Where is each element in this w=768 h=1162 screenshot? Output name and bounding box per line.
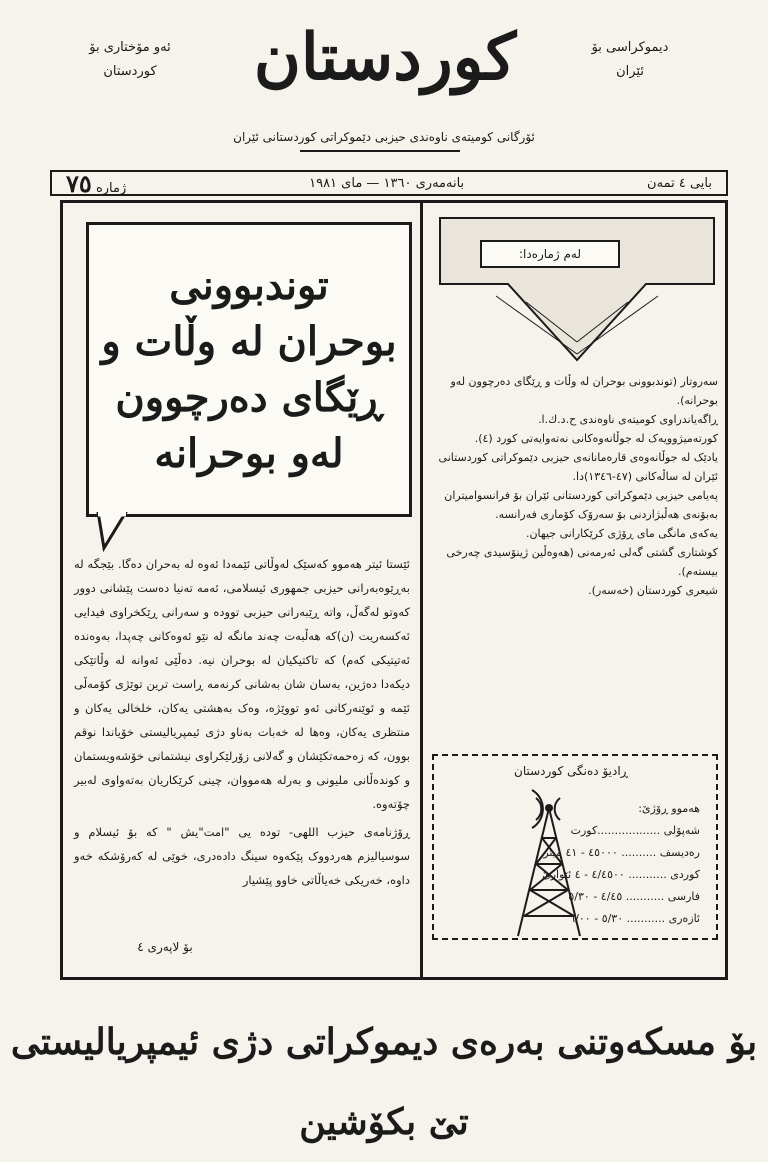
contents-item-4: یادێک لە جوڵانەوەی قارەمانانەی حیزبی دێموکراتی کوردستانی ئێران لە ساڵەکانی (٤٧-١٣٤٦)دا. xyxy=(438,451,718,483)
radio-schedule xyxy=(440,798,700,930)
radio-line-3: رەدیسف .......... ٤٥٠٠٠ - ٤١ میتر xyxy=(543,846,700,859)
article-paragraph-1: ئێستا ئیتر هەموو کەسێک لەوڵاتی ئێمەدا ئەوە لە بەحران دەگا. بێجگە لە بەڕێوەبەرانی حیزبی جمهوری ئیسلامی، ئەمە تەنیا دەست پێشانی دوور کەوتو لەگەڵ، واتە ڕێبەرانی حیزبی تووده و سەرانی ڕێکخراوی فیدایی ئەکسەریت (ن)کە هەڵبەت چەند مانگە لە نێو ئەوەکانی چەپدا، بەوەندە ئەتیتیکی کەم) کە تاکتیکیان لە بوحران نیە. دەڵێی ئەوانە لە وڵاتێکی دیکەدا دەژین، بەسان شان بەشانی کرنەمە ڕاست ترین توێژی کۆمەڵی ئێمە و ئوێنەرکانی ئەو تووێژە، وەک بەهشتی یەکان، خلخالی یەکان و منتظری یەکان، وەها لە خەبات بەناو دژی ئیمپریالیستی خۆیاندا نوقم بوون، کە زەحمەتکێشان و گەلانی زۆرلێکراوی نیشتمانی خۆشەویستمان و کوندەڵانی ملیونی و بەرلە هەمووان، چینی کرێکاریان بەتەواوی لەبیر چۆتەوە. xyxy=(74,557,410,811)
article-body xyxy=(74,552,410,892)
issue-number: ٧٥ xyxy=(66,168,92,198)
issue-number-group xyxy=(66,169,126,198)
radio-title: ڕادیۆ دەنگی کوردستان xyxy=(514,764,628,778)
speech-tail-icon xyxy=(86,512,146,552)
headline-line-2: بوحران لە وڵات و xyxy=(101,317,397,365)
masthead-title: کوردستان xyxy=(253,20,517,95)
continued-note: بۆ لاپەری ٤ xyxy=(137,940,193,954)
masthead-rule xyxy=(300,150,460,152)
radio-line-5: فارسی ........... ٤/٤٥ - ٥/٣٠ xyxy=(568,890,700,903)
issue-date: بانەمەری ١٣٦٠ — مای ١٩٨١ xyxy=(309,175,465,191)
headline-line-3: ڕێگای دەرچوون xyxy=(115,373,383,421)
contents-item-1: سەروتار (توندبوونی بوحران لە وڵات و ڕێگای دەرچوون لەو بوحرانە). xyxy=(450,375,718,407)
bottom-slogan: بۆ مسکەوتنی بەرەی دیموکراتی دژی ئیمپریالیستی تێ بکۆشین xyxy=(10,1021,758,1143)
masthead-slogan-right-line-1: دیموکراسی بۆ xyxy=(591,40,669,55)
contents-item-6: یەکەی مانگی مای ڕۆژی کرێکارانی جیهان. xyxy=(525,527,718,540)
issue-number-label: ژماره xyxy=(95,180,127,196)
contents-item-7: کوشتاری گشتی گەلی ئەرمەنی (هەوەڵین ژینۆسیدی چەرخی بیستەم). xyxy=(446,546,718,578)
contents-list xyxy=(436,372,718,600)
contents-item-2: ڕاگەیاندراوی کومیتەی ناوەندی ح.د.ك.ا. xyxy=(538,413,718,426)
contents-item-3: کورتەمیژوویەک لە جوڵانەوەکانی نەتەوایەتی کورد (٤). xyxy=(474,432,718,445)
headline-box xyxy=(86,222,412,517)
masthead-subline: ئۆرگانی کومیتەی ناوەندی حیزبی دێموکراتی کوردستانی ئێران xyxy=(233,130,535,144)
contents-label: لەم ژمارەدا: xyxy=(480,240,620,268)
radio-line-6: ئازەری ........... ٥/٣٠ - ٦/٠٠ xyxy=(569,912,700,925)
radio-line-2: شەپۆلی ..................کورت xyxy=(570,824,700,837)
issue-price: بایی ٤ تمەن xyxy=(647,175,712,191)
article-paragraph-2: ڕۆژنامەی حیزب اللهی- توده یی "امت"یش " کە بۆ ئیسلام و سوسیالیزم هەردووک پێکەوە سینگ دادەدری، خوێی لە کەرۆشکە خەو داوە، خەریکی خەیاڵاتی خاوو پێشیار xyxy=(74,825,410,887)
issue-bar xyxy=(50,170,728,196)
column-divider xyxy=(420,200,423,980)
radio-line-4: کوردی ........... ٤/٤٥٠٠ - ٤ ئێوارێ xyxy=(542,868,700,881)
masthead-slogan-left-line-2: کوردستان xyxy=(103,64,157,79)
masthead-slogan-right xyxy=(560,36,700,84)
masthead-slogan-right-line-2: ئێران xyxy=(616,64,644,79)
masthead-slogan-left-line-1: ئەو مۆختاری بۆ xyxy=(89,40,171,55)
radio-line-1: هەموو ڕۆژێ: xyxy=(638,802,700,815)
headline-line-1: توندبوونی xyxy=(169,261,329,309)
contents-item-5: پەیامی حیزبی دێموکراتی کوردستانی ئێران بۆ فرانسوامیتران بەبۆنەی هەڵبژاردنی بۆ سەرۆک کۆماری فەرانسە. xyxy=(444,489,718,521)
contents-item-8: شیعری کوردستان (خەسەر). xyxy=(588,584,718,597)
masthead-slogan-left xyxy=(60,36,200,84)
contents-arrow-icon xyxy=(436,214,718,364)
headline-line-4: لەو بوحرانە xyxy=(154,429,344,477)
